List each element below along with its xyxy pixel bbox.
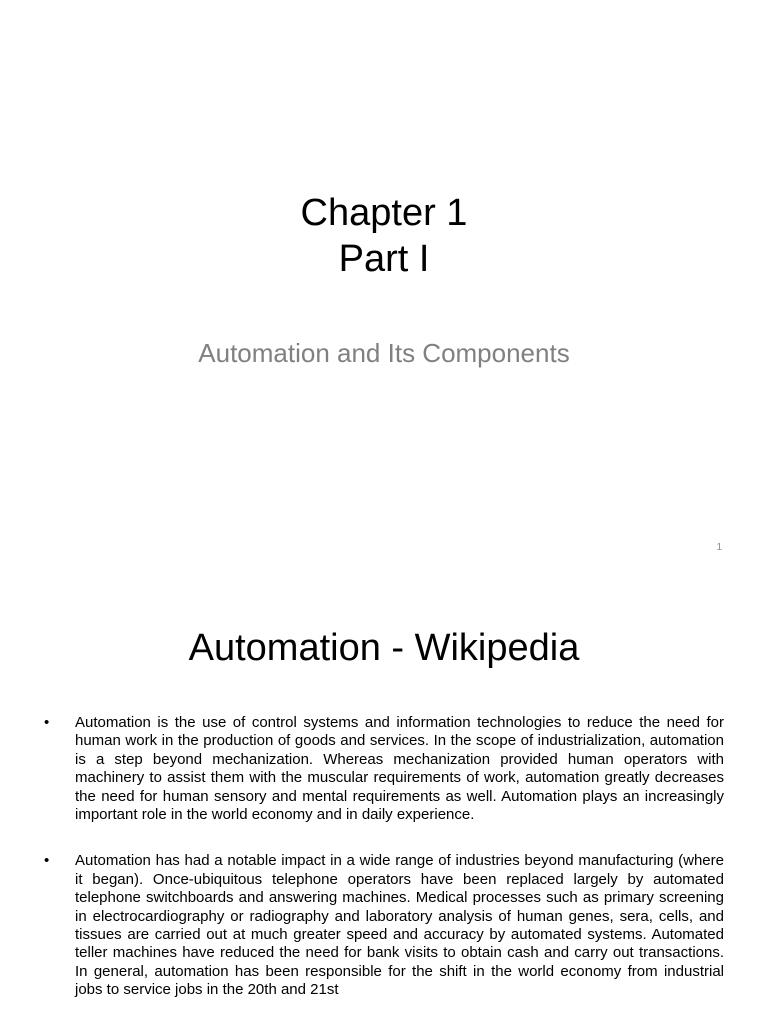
chapter-heading: Chapter 1: [300, 192, 468, 234]
slide-heading: Automation - Wikipedia: [188, 627, 580, 669]
bullet-text: Automation has had a notable impact in a wide range of industries beyond manufacturing (where it began). Once-ubiquitous telephone operators have been replaced largely by automated telephone switchboards and answering machines. Medical processes such as primary screening in electrocardiography or radiography and laboratory analysis of human genes, sera, cells, and tissues are carried out at much greater speed and accuracy by automated systems. Automated teller machines have reduced the need for bank visits to obtain cash and carry out transactions. In general, automation has been responsible for the shift in the world economy from industrial jobs to service jobs in the 20th and 21st: [75, 852, 724, 999]
bullet-icon: •: [44, 852, 50, 870]
bullet-item: [44, 852, 724, 999]
slide-number: 1: [716, 542, 722, 553]
slide-automation-wikipedia: [0, 576, 768, 1024]
part-heading: Part I: [338, 238, 430, 280]
bullet-item: [44, 714, 724, 824]
slide-title: [0, 190, 768, 282]
bullet-list: [44, 714, 724, 1024]
slide-subtitle: Automation and Its Components: [198, 338, 570, 368]
bullet-text: Automation is the use of control systems and information technologies to reduce the need for human work in the production of goods and services. In the scope of industrialization, automation is a step beyond mechanization. Whereas mechanization provided human operators with machinery to assist them with the muscular requirements of work, automation greatly decreases the need for human sensory and mental requirements as well. Automation plays an increasingly important role in the world economy and in daily experience.: [75, 714, 724, 824]
bullet-icon: •: [44, 714, 50, 731]
